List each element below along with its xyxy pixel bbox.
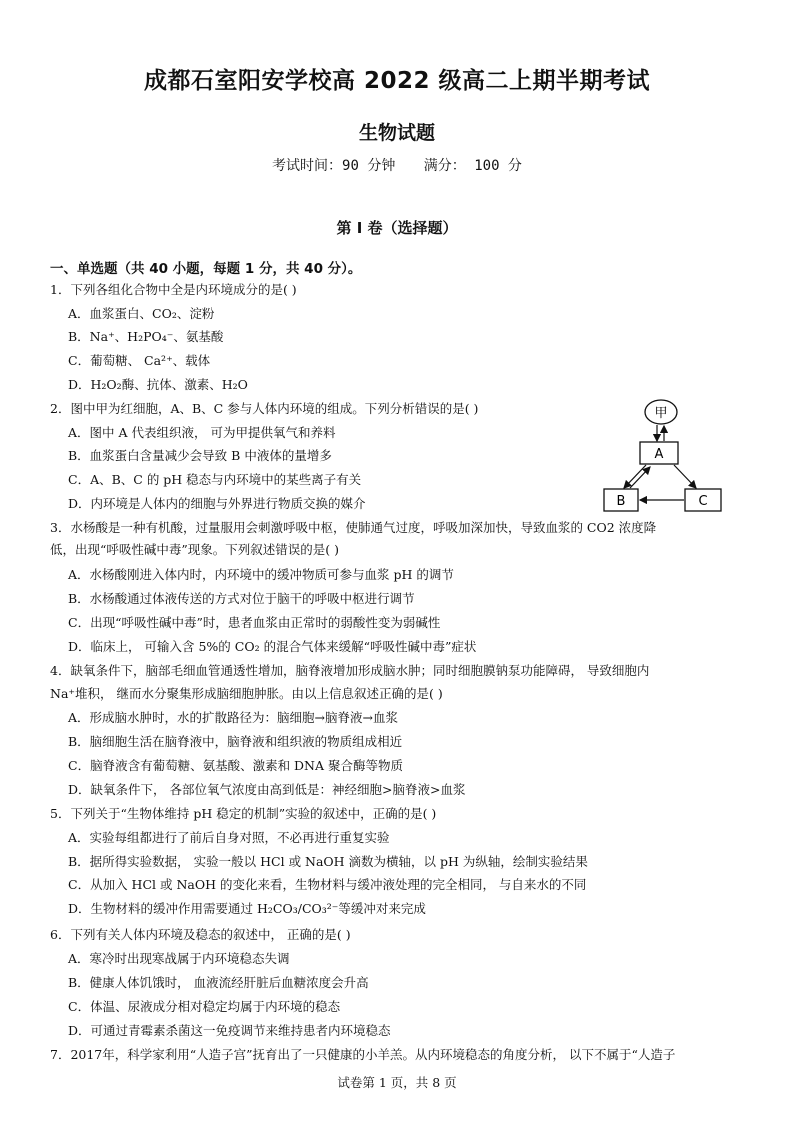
option-d: D．内环境是人体内的细胞与外界进行物质交换的媒介 [68, 496, 366, 511]
question-stem: 1．下列各组化合物中全是内环境成分的是( ) [50, 282, 297, 297]
arrow-a-to-b [624, 465, 646, 488]
option-d: D．生物材料的缓冲作用需要通过 H₂CO₃/CO₃²⁻等缓冲对来完成 [68, 901, 426, 916]
node-b-label: B [616, 494, 626, 509]
exam-info [0, 155, 794, 175]
cell-node-jia-label: 甲 [654, 406, 668, 421]
arrow-b-to-a [630, 467, 650, 488]
node-c-label: C [698, 494, 708, 509]
option-c: C．A、B、C 的 pH 稳态与内环境中的某些离子有关 [68, 472, 362, 487]
arrow-a-to-c [674, 465, 696, 488]
question-stem: 3．水杨酸是一种有机酸，过量服用会刺激呼吸中枢，使肺通气过度，呼吸加深加快，导致血浆的 CO2 浓度降 [50, 520, 657, 535]
option-c: C．出现“呼吸性碱中毒”时，患者血浆由正常时的弱酸性变为弱碱性 [68, 615, 441, 630]
option-a: A．图中 A 代表组织液， 可为甲提供氧气和养料 [68, 425, 336, 440]
option-c: C．葡萄糖、 Ca²⁺、载体 [68, 353, 211, 368]
volume-title: 第 Ⅰ 卷（选择题） [336, 219, 458, 237]
option-b: B．血浆蛋白含量减少会导致 B 中液体的量增多 [68, 448, 332, 463]
question-stem: 5．下列关于“生物体维持 pH 稳定的机制”实验的叙述中，正确的是( ) [50, 806, 437, 821]
option-b: B．健康人体饥饿时， 血液流经肝脏后血糖浓度会升高 [68, 975, 369, 990]
option-a: A．水杨酸刚进入体内时，内环境中的缓冲物质可参与血浆 pH 的调节 [68, 567, 454, 582]
option-d: D．H₂O₂酶、抗体、激素、H₂O [68, 377, 248, 392]
option-b: B．Na⁺、H₂PO₄⁻、氨基酸 [68, 329, 224, 344]
exam-time: 考试时间：90 分钟 [272, 158, 396, 174]
option-d: D．缺氧条件下， 各部位氧气浓度由高到低是：神经细胞>脑脊液>血浆 [68, 782, 466, 797]
option-a: A．实验每组都进行了前后自身对照，不必再进行重复实验 [68, 830, 390, 845]
option-c: C．体温、尿液成分相对稳定均属于内环境的稳态 [68, 999, 341, 1014]
option-c: C．脑脊液含有葡萄糖、氨基酸、激素和 DNA 聚合酶等物质 [68, 758, 403, 773]
exam-title: 成都石室阳安学校高 2022 级高二上期半期考试 [143, 68, 651, 94]
option-d: D．临床上， 可输入含 5%的 CO₂ 的混合气体来缓解“呼吸性碱中毒”症状 [68, 639, 477, 654]
question-stem: 4．缺氧条件下，脑部毛细血管通透性增加，脑脊液增加形成脑水肿；同时细胞膜钠泵功能障碍， 导致细胞内 [50, 663, 650, 678]
option-c: C．从加入 HCl 或 NaOH 的变化来看，生物材料与缓冲液处理的完全相同， 与自来水的不同 [68, 877, 587, 892]
option-a: A．寒冷时出现寒战属于内环境稳态失调 [68, 951, 290, 966]
question-stem: 6．下列有关人体内环境及稳态的叙述中， 正确的是( ) [50, 927, 351, 942]
full-score: 满分： 100 分 [423, 158, 522, 174]
subject-title: 生物试题 [358, 122, 435, 144]
option-a: A．血浆蛋白、CO₂、淀粉 [68, 306, 215, 321]
question-stem: 2．图中甲为红细胞，A、B、C 参与人体内环境的组成。下列分析错误的是( ) [50, 401, 479, 416]
question-stem-cont: 低，出现“呼吸性碱中毒”现象。下列叙述错误的是( ) [50, 542, 340, 557]
option-a: A．形成脑水肿时，水的扩散路径为：脑细胞→脑脊液→血浆 [68, 710, 398, 725]
section-title: 一、单选题（共 40 小题，每题 1 分，共 40 分）。 [50, 261, 362, 277]
question-stem: 7．2017年，科学家利用“人造子宫”抚育出了一只健康的小羊羔。从内环境稳态的角度分析， 以下不属于“人造子 [50, 1047, 676, 1062]
option-b: B．脑细胞生活在脑脊液中，脑脊液和组织液的物质组成相近 [68, 734, 403, 749]
node-a-label: A [654, 447, 664, 462]
option-b: B．据所得实验数据， 实验一般以 HCl 或 NaOH 滴数为横轴，以 pH 为纵轴，绘制实验结果 [68, 854, 588, 869]
question-stem-cont: Na⁺堆积， 继而水分聚集形成脑细胞肿胀。由以上信息叙述正确的是( ) [50, 686, 443, 701]
option-d: D．可通过青霉素杀菌这一免疫调节来维持患者内环境稳态 [68, 1023, 391, 1038]
option-b: B．水杨酸通过体液传送的方式对位于脑干的呼吸中枢进行调节 [68, 591, 415, 606]
fluid-diagram [600, 398, 725, 513]
page-footer: 试卷第 1 页，共 8 页 [337, 1075, 457, 1090]
